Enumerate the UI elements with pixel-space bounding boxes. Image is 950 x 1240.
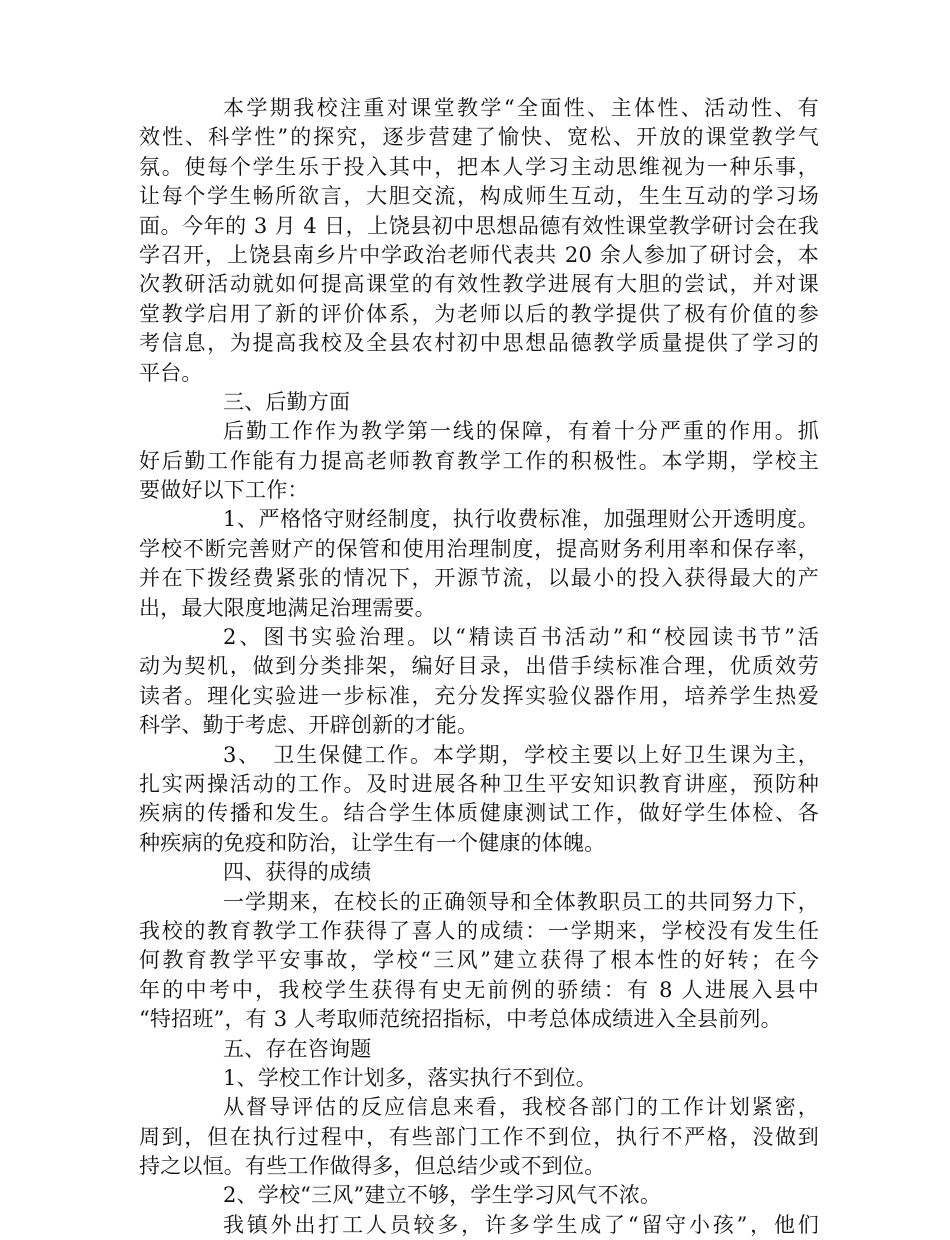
document-text-line: 周到，但在执行过程中，有些部门工作不到位，执行不严格，没做到	[139, 1124, 819, 1149]
document-text-line: 动为契机，做到分类排架，编好目录，出借手续标准合理，优质效劳	[139, 654, 819, 679]
document-text-line: 读者。理化实验进一步标准，充分发挥实验仪器作用，培养学生热爱	[139, 683, 819, 708]
document-text-line: 次教研活动就如何提高课堂的有效性教学进展有大胆的尝试，并对课	[139, 272, 819, 297]
document-text-line: 学召开，上饶县南乡片中学政治老师代表共 20 余人参加了研讨会，本	[139, 242, 819, 267]
document-text-line: 持之以恒。有些工作做得多，但总结少或不到位。	[139, 1154, 606, 1179]
document-text-line: 一学期来，在校长的正确领导和全体教职员工的共同努力下，	[223, 889, 819, 914]
document-text-line: 出，最大限度地满足治理需要。	[139, 595, 436, 620]
document-text-line: “特招班”，有 3 人考取师范统招指标，中考总体成绩进入全县前列。	[139, 1007, 782, 1032]
document-page	[139, 94, 819, 1240]
document-text-line: 扎实两操活动的工作。及时进展各种卫生平安知识教育讲座，预防种	[139, 771, 819, 796]
document-text-line: 平台。	[139, 360, 203, 385]
document-text-line: 我校的教育教学工作获得了喜人的成绩：一学期来，学校没有发生任	[139, 918, 819, 943]
document-text-line: 1、严格恪守财经制度，执行收费标准，加强理财公开透明度。	[223, 507, 819, 532]
document-text-line: 本学期我校注重对课堂教学“全面性、主体性、活动性、有	[223, 96, 819, 120]
document-text-line: 何教育教学平安事故，学校“三风”建立获得了根本性的好转；在今	[139, 948, 819, 973]
document-text-line: 堂教学启用了新的评价体系，为老师以后的教学提供了极有价值的参	[139, 301, 819, 326]
document-text-line: 考信息，为提高我校及全县农村初中思想品德教学质量提供了学习的	[139, 331, 819, 356]
document-text-line: 三、后勤方面	[223, 389, 351, 414]
document-text-line: 面。今年的 3 月 4 日，上饶县初中思想品德有效性课堂教学研讨会在我	[139, 213, 819, 238]
document-text-line: 从督导评估的反应信息来看，我校各部门的工作计划紧密，	[223, 1095, 819, 1120]
document-text-line: 氛。使每个学生乐于投入其中，把本人学习主动思维视为一种乐事，	[139, 154, 819, 179]
document-text-line: 2、图书实验治理。以“精读百书活动”和“校园读书节”活	[223, 625, 819, 650]
document-text-line: 学校不断完善财产的保管和使用治理制度，提高财务利用率和保存率，	[139, 536, 819, 561]
document-text-line: 种疾病的免疫和防治，让学生有一个健康的体魄。	[139, 830, 606, 855]
document-text-line: 年的中考中，我校学生获得有史无前例的骄绩：有 8 人进展入县中	[139, 977, 819, 1002]
document-text-line: 要做好以下工作：	[139, 478, 309, 503]
document-text-line: 后勤工作作为教学第一线的保障，有着十分严重的作用。抓	[223, 419, 819, 444]
document-text-line: 让每个学生畅所欲言，大胆交流，构成师生互动，生生互动的学习场	[139, 184, 819, 209]
document-text-line: 疾病的传播和发生。结合学生体质健康测试工作，做好学生体检、各	[139, 801, 819, 826]
document-text-line: 2、学校“三风”建立不够，学生学习风气不浓。	[223, 1183, 662, 1208]
document-text-line: 四、获得的成绩	[223, 860, 372, 885]
document-text-line: 1、学校工作计划多，落实执行不到位。	[223, 1065, 597, 1090]
document-text-line: 效性、科学性”的探究，逐步营建了愉快、宽松、开放的课堂教学气	[139, 125, 819, 150]
document-text-line: 五、存在咨询题	[223, 1036, 372, 1061]
document-text-line: 我镇外出打工人员较多，许多学生成了“留守小孩”，他们	[223, 1212, 819, 1237]
document-text-line: 科学、勤于考虑、开辟创新的才能。	[139, 713, 479, 738]
document-text-line: 3、 卫生保健工作。本学期，学校主要以上好卫生课为主，	[223, 742, 819, 767]
document-text-line: 并在下拨经费紧张的情况下，开源节流，以最小的投入获得最大的产	[139, 566, 819, 591]
document-text-line: 好后勤工作能有力提高老师教育教学工作的积极性。本学期，学校主	[139, 448, 819, 473]
